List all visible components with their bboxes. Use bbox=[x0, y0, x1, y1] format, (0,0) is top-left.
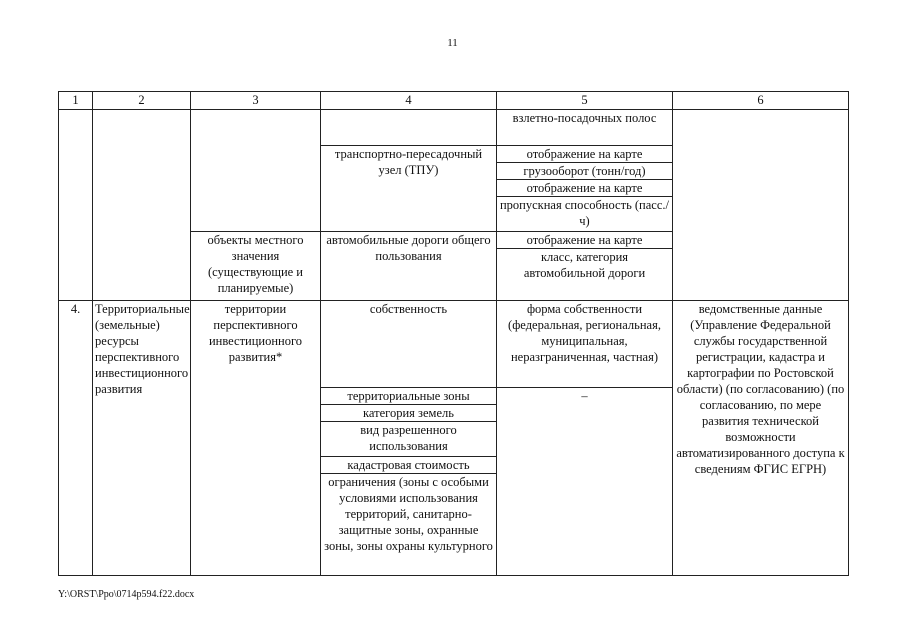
cell-c2-continued bbox=[93, 110, 191, 301]
header-col-1: 1 bbox=[59, 92, 93, 110]
cell-territorial-zones: территориальные зоны bbox=[321, 388, 497, 405]
header-col-5: 5 bbox=[497, 92, 673, 110]
cell-land-resources: Территориальные (земельные) ресурсы перспективного инвестиционного развития bbox=[93, 301, 191, 576]
cell-road-class: класс, категория автомобильной дороги bbox=[497, 249, 673, 301]
cell-local-objects: объекты местного значения (существующие и планируемые) bbox=[191, 232, 321, 301]
cell-dash: – bbox=[497, 388, 673, 576]
cell-permitted-use: вид разрешенного использования bbox=[321, 422, 497, 457]
cell-tpu: транспортно-пересадочный узел (ТПУ) bbox=[321, 146, 497, 232]
cell-investment-territories: территории перспективного инвестиционного развития* bbox=[191, 301, 321, 576]
header-col-3: 3 bbox=[191, 92, 321, 110]
cell-section-number: 4. bbox=[59, 301, 93, 576]
footer-file-path: Y:\ORST\Ppo\0714p594.f22.docx bbox=[58, 589, 195, 600]
cell-ownership: собственность bbox=[321, 301, 497, 388]
table-header-row bbox=[59, 92, 849, 110]
cell-tpu-map: отображение на карте bbox=[497, 146, 673, 163]
cell-land-category: категория земель bbox=[321, 405, 497, 422]
document-table bbox=[58, 91, 849, 576]
page-number: 11 bbox=[447, 37, 458, 49]
table-row bbox=[59, 301, 849, 388]
cell-ownership-form: форма собственности (федеральная, региональная, муниципальная, неразграниченная, частная) bbox=[497, 301, 673, 388]
cell-departmental-data: ведомственные данные (Управление Федеральной службы государственной регистрации, кадастра и картографии по Ростовской области) (по согласованию) (по согласованию, по мере развития технической возможности автоматизированного доступа к сведениям ФГИС ЕГРН) bbox=[673, 301, 849, 576]
cell-c6-continued bbox=[673, 110, 849, 301]
cell-restrictions: ограничения (зоны с особыми условиями использования территорий, санитарно-защитные зоны, охранные зоны, зоны охраны культурного bbox=[321, 474, 497, 576]
cell-tpu-capacity: пропускная способность (пасс./ч) bbox=[497, 197, 673, 232]
header-col-2: 2 bbox=[93, 92, 191, 110]
header-col-6: 6 bbox=[673, 92, 849, 110]
cell-roads-map: отображение на карте bbox=[497, 232, 673, 249]
header-col-4: 4 bbox=[321, 92, 497, 110]
cell-tpu-map-2: отображение на карте bbox=[497, 180, 673, 197]
cell-c3-continued bbox=[191, 110, 321, 232]
cell-roads: автомобильные дороги общего пользования bbox=[321, 232, 497, 301]
cell-tpu-cargo: грузооборот (тонн/год) bbox=[497, 163, 673, 180]
cell-cadastral-value: кадастровая стоимость bbox=[321, 457, 497, 474]
cell-runways: взлетно-посадочных полос bbox=[497, 110, 673, 146]
cell-c4-continued bbox=[321, 110, 497, 146]
table-row bbox=[59, 110, 849, 146]
cell-c1-continued bbox=[59, 110, 93, 301]
